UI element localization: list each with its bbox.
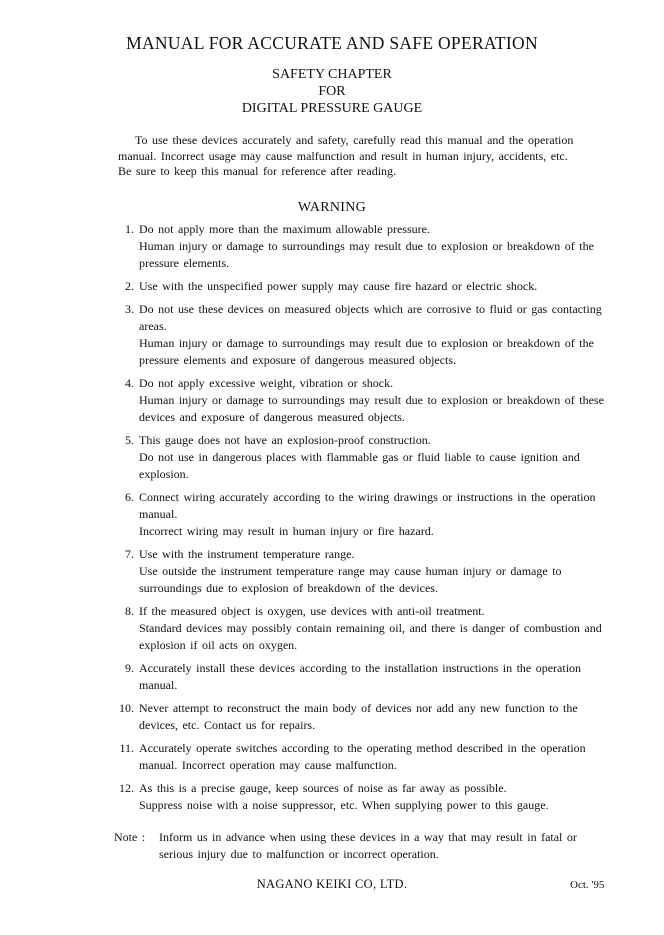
warning-item-text: Incorrect wiring may result in human injury or fire hazard. bbox=[139, 524, 434, 538]
warning-item-text: This gauge does not have an explosion-proof construction. bbox=[139, 433, 431, 447]
warning-item bbox=[0, 489, 610, 540]
warning-item-number: 3. bbox=[125, 302, 134, 316]
warning-item-text: If the measured object is oxygen, use devices with anti-oil treatment. bbox=[139, 604, 485, 618]
document-title: MANUAL FOR ACCURATE AND SAFE OPERATION bbox=[126, 33, 538, 53]
warning-item-text: Standard devices may possibly contain remaining oil, and there is danger of combustion and explosion if oil acts on oxygen. bbox=[139, 621, 602, 652]
warning-item-text: Never attempt to reconstruct the main body of devices nor add any new function to the devices, etc. Contact us for repairs. bbox=[139, 701, 578, 732]
warning-item-text: Connect wiring accurately according to the wiring drawings or instructions in the operation manual. bbox=[139, 490, 596, 521]
subtitle-line: SAFETY CHAPTER bbox=[272, 67, 392, 82]
warning-item-number: 5. bbox=[125, 433, 134, 447]
warning-item bbox=[0, 603, 610, 654]
warning-item-text: Accurately install these devices according to the installation instructions in the operation manual. bbox=[139, 661, 582, 692]
warning-item-number: 6. bbox=[125, 490, 134, 504]
warning-item-text: Use with the unspecified power supply may cause fire hazard or electric shock. bbox=[139, 279, 538, 293]
warning-item-number: 12. bbox=[119, 781, 134, 795]
warning-item bbox=[0, 278, 610, 295]
warning-item-text: Accurately operate switches according to the operating method described in the operation manual. Incorrect operation may cause malfunction. bbox=[139, 741, 586, 772]
note-section bbox=[114, 829, 614, 863]
warning-item-text: Do not use these devices on measured objects which are corrosive to fluid or gas contacting areas. bbox=[139, 302, 602, 333]
warning-item-number: 11. bbox=[119, 741, 134, 755]
warning-item bbox=[0, 660, 610, 694]
subtitle-line: FOR bbox=[318, 84, 346, 99]
warning-item-text: Do not use in dangerous places with flammable gas or fluid liable to cause ignition and explosion. bbox=[139, 450, 580, 481]
warning-item-text: Human injury or damage to surroundings may result due to explosion or breakdown of the pressure elements and exposure of dangerous measured objects. bbox=[139, 336, 594, 367]
warning-item-text: Use with the instrument temperature range. bbox=[139, 547, 355, 561]
warning-item-text: Human injury or damage to surroundings may result due to explosion or breakdown of the pressure elements. bbox=[139, 239, 594, 270]
warning-item bbox=[0, 375, 610, 426]
intro-paragraph: To use these devices accurately and safety, carefully read this manual and the operation manual. Incorrect usage may cause malfunction and result in human injury, accidents, etc. bbox=[118, 133, 574, 163]
intro-section bbox=[118, 133, 608, 180]
warning-item bbox=[0, 546, 610, 597]
warning-item-text: Suppress noise with a noise suppressor, etc. When supplying power to this gauge. bbox=[139, 798, 549, 812]
warning-item-number: 9. bbox=[125, 661, 134, 675]
intro-paragraph: Be sure to keep this manual for reference after reading. bbox=[118, 164, 397, 178]
warning-item bbox=[0, 780, 610, 814]
warning-item bbox=[0, 700, 610, 734]
warning-item-number: 2. bbox=[125, 279, 134, 293]
warning-item-number: 4. bbox=[125, 376, 134, 390]
warning-list bbox=[0, 221, 664, 820]
subtitle-line: DIGITAL PRESSURE GAUGE bbox=[241, 101, 423, 116]
warning-item-number: 10. bbox=[119, 701, 134, 715]
warning-item-number: 8. bbox=[125, 604, 134, 618]
document-subtitle bbox=[0, 66, 664, 117]
warning-item bbox=[0, 301, 610, 369]
warning-item-text: Do not apply excessive weight, vibration or shock. bbox=[139, 376, 394, 390]
warning-item bbox=[0, 221, 610, 272]
warning-item-text: Use outside the instrument temperature range may cause human injury or damage to surroundings due to explosion of breakdown of the devices. bbox=[139, 564, 562, 595]
note-label: Note : bbox=[114, 830, 146, 844]
footer-date: Oct. '95 bbox=[570, 879, 605, 891]
warning-heading: WARNING bbox=[297, 200, 367, 215]
footer-company: NAGANO KEIKI CO, LTD. bbox=[256, 877, 408, 891]
warning-item-number: 1. bbox=[125, 222, 134, 236]
warning-item bbox=[0, 740, 610, 774]
note-text: Inform us in advance when using these devices in a way that may result in fatal or serious injury due to malfunction or incorrect operation. bbox=[159, 830, 577, 861]
warning-item-text: Do not apply more than the maximum allowable pressure. bbox=[139, 222, 430, 236]
warning-item-text: Human injury or damage to surroundings may result due to explosion or breakdown of these devices and exposure of dangerous measured objects. bbox=[139, 393, 604, 424]
warning-item bbox=[0, 432, 610, 483]
warning-item-number: 7. bbox=[125, 547, 134, 561]
warning-item-text: As this is a precise gauge, keep sources of noise as far away as possible. bbox=[139, 781, 507, 795]
